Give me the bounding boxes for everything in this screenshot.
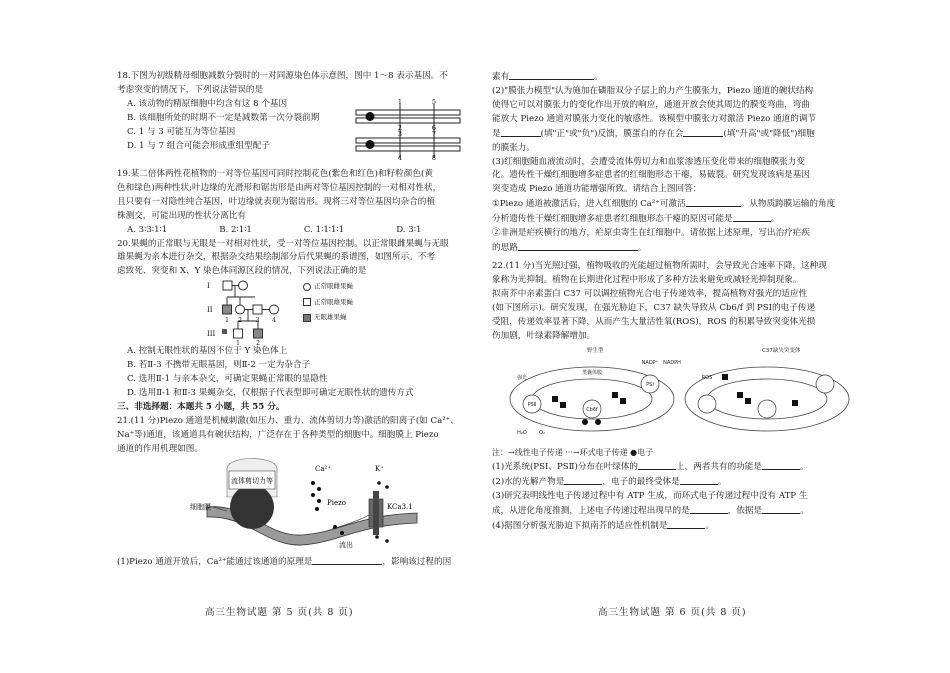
page-footer-right: 高三生物试题 第 6 页(共 8 页) [598, 607, 747, 618]
q19-line: 色和绿色)两种性状;叶边缘的光滑形和锯齿形是由两对等位基因控制的一对相对性状， [117, 182, 442, 193]
right-page [492, 70, 857, 534]
q22-line: 伤加剧，叶绿素降解增加。 [492, 330, 596, 341]
individual-number: 1 [236, 340, 240, 346]
generation-label: I [207, 282, 210, 291]
q20-option-b: B. 若Ⅱ-3 不携带无眼基因，则Ⅱ-2 一定为杂合子 [127, 360, 311, 371]
q18-option-d: D. 1 与 7 组合可能会形成重组型配子 [127, 140, 270, 151]
q21-sub2: 的膜张力。 [492, 142, 535, 153]
generation-label: III [207, 330, 216, 339]
pedigree-legend: 正常眼雌果蝇 正常眼雄果蝇 无眼雄果蝇 [303, 281, 353, 323]
answer-blank [762, 504, 800, 514]
q19-line: 19.某二倍体两性花植物的一对等位基因可同时控制花色(紫色和红色)和籽粒颜色(黄 [117, 168, 433, 179]
efflux-label: 流出 [339, 540, 353, 549]
answer-blank [762, 460, 800, 470]
q19-option-b: B. 2∶1∶1 [219, 224, 252, 235]
piezo-mechanism-figure [117, 457, 482, 549]
q21-sub2: (2)"膜张力模型"认为施加在磷脂双分子层上的力产生膜张力，Piezo 通道的碗状结构 [492, 85, 814, 96]
gene-label: 5 [431, 97, 437, 106]
q20-line: 雄果蝇为亲本进行杂交，根据杂交结果绘制部分后代果蝇的系谱图，如图所示。不考 [117, 252, 435, 263]
ps2-label: PSⅡ [527, 401, 537, 408]
mutant-label: C37缺失突变体 [762, 347, 801, 354]
q20-line: 20.果蝇的正常眼与无眼是一对相对性状，受一对等位基因控制。以正常眼雌果蝇与无眼 [117, 238, 449, 249]
individual-number: 1 [225, 317, 229, 325]
left-page [117, 70, 482, 570]
q19-option-c: C. 1∶1∶1∶1 [303, 224, 345, 235]
q21-sub3: ②非洲是疟疾横行的地方，疟原虫寄生在红细胞中。请依据上述原理，写出治疗疟疾 [492, 228, 810, 239]
q22-line: (如下图所示)。研究发现，在强光胁迫下，C37 缺失导致从 Cb6/f 到 PSⅠ的电子传递 [492, 302, 816, 313]
q19-line: 且只要有一对隐性纯合基因，叶边缘就表现为锯齿形。现将三对等位基因均杂合的植 [117, 196, 435, 207]
individual-number: 4 [272, 317, 276, 325]
water-label: H₂O [517, 429, 527, 436]
kca-channel-label: KCa3.1 [387, 502, 413, 511]
q20-line: 虑致死、突变和 X、Y 染色体同源区段的情况，下列说法正确的是 [117, 266, 367, 277]
q21-line: 通道的作用机理如图。 [117, 443, 203, 454]
nadph-label: NADPH [663, 359, 681, 366]
q22-sub3: 成，从进化角度推测，上述电子传递过程出现早的是 ，依据是 。 [492, 506, 809, 517]
answer-blank [680, 475, 718, 485]
pedigree-diagram [207, 279, 297, 345]
question-19 [117, 168, 482, 238]
potassium-label: K⁺ [375, 464, 384, 473]
answer-blank [667, 519, 705, 529]
question-22 [492, 260, 857, 534]
q18-option-c: C. 1 与 3 可能互为等位基因 [127, 126, 236, 137]
q21-sub1: (1)Piezo 通道开放后，Ca²⁺能通过该通道的原理是 ，影响该过程的因 [117, 556, 452, 567]
q21-line: 21.(11 分)Piezo 通道是机械刺激(如压力、重力、流体剪切力等)激活的阳离子(如 Ca²⁺、 [117, 415, 459, 426]
answer-blank [564, 475, 602, 485]
q19-line: 株测交，可能出现的性状分离比有 [117, 210, 246, 221]
question-21 [117, 415, 482, 570]
generation-label: II [207, 306, 213, 315]
nadp-label: NADP⁺ [641, 359, 659, 366]
q20-option-d: D. 选用Ⅱ-1 和Ⅱ-3 果蝇杂交，仅根据子代表型即可确定无眼性状的遗传方式 [127, 388, 414, 399]
q21-sub3: 分析遗传性干燥红细胞增多症患者红细胞形态干瘪的原因可能是 。 [492, 214, 780, 225]
answer-blank [733, 212, 771, 222]
ros-label: ROS [701, 374, 713, 381]
gene-label: 4 [397, 153, 403, 162]
q21-sub2: 是 (填"正"或"负")反馈，膜蛋白的存在会 (填"升高"或"降低")细胞 [492, 128, 815, 139]
section-heading: 三、非选择题：本题共 5 小题，共 55 分。 [117, 401, 285, 412]
gene-label: 2 [397, 123, 403, 132]
answer-blank [690, 504, 728, 514]
q18-option-a: A. 该动物的精原细胞中均含有这 8 个基因 [127, 98, 288, 109]
force-label: 流体剪切力等 [231, 476, 273, 485]
q19-option-d: D. 3∶1 [396, 224, 422, 235]
gene-label: 6 [431, 123, 437, 132]
answer-blank [686, 197, 741, 207]
q22-line: 受阻，传递效率显著下降，从而产生大量活性氧(ROS)，ROS 的积累导致突变体光损 [492, 316, 816, 327]
electron-transport-figure [492, 344, 857, 442]
answer-blank [312, 555, 382, 565]
gene-label: 7 [431, 129, 437, 138]
q21-sub2: 能放大 Piezo 通道对膜张力变化的敏感性。该模型中膜张力对激活 Piezo 通道的调节 [492, 113, 816, 124]
q22-sub2: (2)水的光解产物是 ，电子的最终受体是 。 [492, 477, 727, 488]
answer-blank [509, 70, 594, 80]
q21-line: Na⁺等)通道，该通道具有碗状结构，广泛存在于各种类型的细胞中。细胞膜上 Piezo [117, 429, 439, 440]
q18-stem-cont: 考虑突变的情况下，下列说法错误的是 [117, 84, 264, 95]
membrane-label: 细胞膜 [190, 502, 211, 511]
gene-label: 8 [431, 153, 437, 162]
answer-blank [501, 127, 541, 137]
individual-number: 2 [238, 317, 242, 325]
thylakoid-label: 类囊体膜 [581, 369, 603, 376]
chromosome-diagram [352, 96, 472, 168]
q21-sub1-cont: 素有 。 [492, 72, 603, 82]
q18-stem: 18.下图为初级精母细胞减数分裂时的一对同源染色体示意图，图中 1～8 表示基因。不 [117, 71, 448, 81]
q21-sub3: 突变造成 Piezo 通道功能增强所致。请结合上图回答： [492, 184, 702, 195]
q21-sub2: 使得它可以对膜张力的变化作出开放的响应，通道开放会使其周边的膜变弯曲，弯曲 [492, 99, 810, 110]
female-symbol-icon [303, 283, 311, 291]
ps1-label: PSⅠ [646, 381, 654, 388]
male-symbol-icon [303, 298, 311, 306]
individual-number: 2 [256, 340, 260, 346]
calcium-label: Ca²⁺ [315, 464, 332, 473]
answer-blank [683, 127, 723, 137]
figure-legend: 注：→线性电子传递 ···→环式电子传递 ●电子 [492, 448, 654, 458]
gene-label: 3 [397, 129, 403, 138]
answer-blank [638, 460, 676, 470]
individual-number: 3 [255, 317, 260, 325]
answer-blank [518, 241, 638, 251]
question-20 [117, 238, 482, 401]
q22-sub3: (3)研究表明线性电子传递过程中有 ATP 生成，而环式电子传递过程中没有 ATP 生 [492, 491, 808, 502]
q22-sub4: (4)据图分析强光胁迫下拟南芥的适应性机制是 。 [492, 521, 715, 532]
affected-male-icon [303, 314, 311, 322]
q22-line: 象称为光抑制。植物在长期进化过程中形成了多种方法来避免或减轻光抑制现象。 [492, 274, 802, 285]
page-footer-left: 高三生物试题 第 5 页(共 8 页) [205, 607, 354, 618]
question-18 [117, 70, 482, 168]
piezo-label: Piezo [327, 498, 346, 507]
q21-sub3: ①Piezo 通道被激活后，进入红细胞的 Ca²⁺可激活 。从物质跨膜运输的角度 [492, 199, 836, 210]
oxygen-label: O₂ [539, 429, 545, 436]
gene-label: 1 [397, 97, 403, 106]
wildtype-label: 野生型 [587, 347, 604, 354]
q18-option-b: B. 该细胞所处的时期不一定是减数第一次分裂前期 [127, 112, 320, 123]
cb6f-label: Cb6f [586, 406, 598, 413]
q21-sub3: (3)红细胞随血液流动时，会遭受流体剪切力和血浆渗透压变化带来的细胞膜张力变 [492, 156, 805, 167]
q20-option-a: A. 控制无眼性状的基因不位于 Y 染色体上 [127, 346, 288, 357]
strong-light-label: 强光 [516, 374, 528, 381]
q21-sub3: 的思路 。 [492, 243, 647, 254]
q22-line: 拟南芥中亲素蛋白 C37 可以调控植物光合电子传递效率，提高植物对强光的适应性 [492, 288, 808, 299]
q20-option-c: C. 选用Ⅱ-1 与亲本杂交，可确定果蝇正常眼的显隐性 [127, 374, 328, 385]
q22-sub1: (1)光系统(PSⅠ、PSⅡ)分布在叶绿体的 上，两者共有的功能是 。 [492, 462, 809, 473]
q19-option-a: A. 3∶3∶1∶1 [127, 224, 168, 235]
q22-line: 22.(11 分)当光照过强，植物吸收的光能超过植物所需时，会导致光合速率下降，这种现 [492, 260, 827, 271]
q21-sub3: 化。遗传性干燥红细胞增多症患者的红细胞形态干瘪，易破裂。研究发现该病是基因 [492, 170, 810, 181]
